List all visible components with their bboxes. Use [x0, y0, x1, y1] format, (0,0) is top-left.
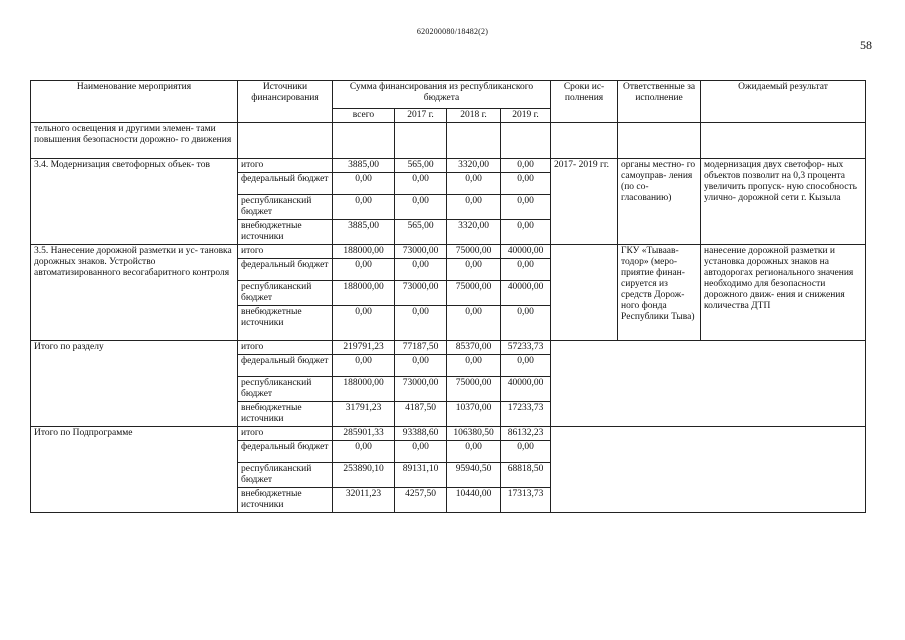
empty-cell	[551, 341, 866, 427]
document-id: 620200080/18482(2)	[416, 27, 489, 36]
amount-y2017: 89131,10	[395, 463, 447, 488]
amount-y2019: 0,00	[501, 306, 551, 341]
funding-source: внебюджетные источники	[238, 220, 333, 245]
amount-y2018: 3320,00	[447, 159, 501, 173]
amount-y2019: 0,00	[501, 441, 551, 463]
amount-y2019: 17313,73	[501, 488, 551, 513]
empty-cell	[551, 427, 866, 513]
amount-total: 188000,00	[333, 281, 395, 306]
amount-total: 0,00	[333, 259, 395, 281]
amount-y2017: 73000,00	[395, 377, 447, 402]
amount-y2017: 0,00	[395, 259, 447, 281]
amount-total: 0,00	[333, 173, 395, 195]
expected-result: нанесение дорожной разметки и установка дорожных знаков на автодорогах регионального значения необходимо для безопасности дорожного движ- ения и снижения количества ДТП	[701, 245, 866, 341]
amount-y2019: 0,00	[501, 220, 551, 245]
funding-source: итого	[238, 341, 333, 355]
amount-y2017: 565,00	[395, 220, 447, 245]
amount-total: 31791,23	[333, 402, 395, 427]
amount-y2019: 0,00	[501, 173, 551, 195]
amount-y2019: 0,00	[501, 195, 551, 220]
amount-total: 32011,23	[333, 488, 395, 513]
amount-y2018: 0,00	[447, 195, 501, 220]
header-sum: Сумма финансирования из республиканского бюджета	[333, 81, 551, 109]
amount-y2018: 95940,50	[447, 463, 501, 488]
amount-y2018: 3320,00	[447, 220, 501, 245]
header-2017: 2017 г.	[395, 109, 447, 123]
funding-source: республиканский бюджет	[238, 195, 333, 220]
amount-total: 219791,23	[333, 341, 395, 355]
page-number: 58	[860, 38, 872, 52]
amount-y2017: 93388,60	[395, 427, 447, 441]
amount-total: 0,00	[333, 306, 395, 341]
amount-y2019: 0,00	[501, 159, 551, 173]
header-name: Наименование мероприятия	[31, 81, 238, 123]
funding-source: федеральный бюджет	[238, 173, 333, 195]
amount-y2017: 77187,50	[395, 341, 447, 355]
header-sources: Источники финансирования	[238, 81, 333, 123]
responsible: ГКУ «Тываав- тодор» (меро- приятие финан- сируется из средств Дорож- ного фонда Республики Тыва)	[618, 245, 701, 341]
funding-source: федеральный бюджет	[238, 259, 333, 281]
amount-y2018: 75000,00	[447, 245, 501, 259]
amount-y2018: 85370,00	[447, 341, 501, 355]
amount-total: 285901,33	[333, 427, 395, 441]
header-responsible: Ответственные за исполнение	[618, 81, 701, 123]
funding-source: республиканский бюджет	[238, 281, 333, 306]
amount-y2017: 565,00	[395, 159, 447, 173]
amount-y2019: 0,00	[501, 259, 551, 281]
amount-y2019: 57233,73	[501, 341, 551, 355]
amount-total: 0,00	[333, 195, 395, 220]
header-terms: Сроки ис- полнения	[551, 81, 618, 123]
header-result: Ожидаемый результат	[701, 81, 866, 123]
amount-y2017: 73000,00	[395, 281, 447, 306]
amount-total: 253890,10	[333, 463, 395, 488]
funding-source: республиканский бюджет	[238, 463, 333, 488]
responsible: органы местно- го самоуправ- ления (по со- гласованию)	[618, 159, 701, 245]
table-body	[31, 159, 866, 513]
amount-total: 188000,00	[333, 377, 395, 402]
amount-total: 3885,00	[333, 159, 395, 173]
amount-y2019: 17233,73	[501, 402, 551, 427]
table-row	[31, 341, 866, 355]
amount-total: 0,00	[333, 355, 395, 377]
header-2019: 2019 г.	[501, 109, 551, 123]
amount-y2018: 0,00	[447, 355, 501, 377]
amount-y2019: 40000,00	[501, 377, 551, 402]
measure-name: 3.4. Модернизация светофорных объек- тов	[31, 159, 238, 245]
funding-source: республиканский бюджет	[238, 377, 333, 402]
funding-source: внебюджетные источники	[238, 306, 333, 341]
amount-y2017: 0,00	[395, 306, 447, 341]
terms	[551, 245, 618, 341]
amount-y2017: 4257,50	[395, 488, 447, 513]
amount-y2017: 0,00	[395, 195, 447, 220]
funding-source: внебюджетные источники	[238, 488, 333, 513]
amount-y2019: 0,00	[501, 355, 551, 377]
funding-source: итого	[238, 159, 333, 173]
amount-y2019: 86132,23	[501, 427, 551, 441]
amount-y2019: 68818,50	[501, 463, 551, 488]
funding-source: итого	[238, 245, 333, 259]
measure-name: Итого по разделу	[31, 341, 238, 427]
amount-y2018: 10440,00	[447, 488, 501, 513]
table-row	[31, 427, 866, 441]
measure-name: 3.5. Нанесение дорожной разметки и ус- тановка дорожных знаков. Устройство автоматизированного весогабаритного контроля	[31, 245, 238, 341]
funding-source: внебюджетные источники	[238, 402, 333, 427]
amount-total: 3885,00	[333, 220, 395, 245]
amount-y2018: 0,00	[447, 173, 501, 195]
table-row	[31, 245, 866, 259]
terms: 2017- 2019 гг.	[551, 159, 618, 245]
header-2018: 2018 г.	[447, 109, 501, 123]
amount-y2017: 4187,50	[395, 402, 447, 427]
financing-table	[30, 80, 866, 513]
amount-y2018: 0,00	[447, 306, 501, 341]
amount-y2018: 75000,00	[447, 377, 501, 402]
funding-source: федеральный бюджет	[238, 441, 333, 463]
table-row	[31, 159, 866, 173]
amount-y2019: 40000,00	[501, 245, 551, 259]
amount-total: 188000,00	[333, 245, 395, 259]
amount-y2018: 0,00	[447, 259, 501, 281]
funding-source: федеральный бюджет	[238, 355, 333, 377]
amount-y2018: 0,00	[447, 441, 501, 463]
continuation-text: тельного освещения и другими элемен- тами повышения безопасности дорожно- го движения	[31, 123, 238, 159]
amount-y2017: 73000,00	[395, 245, 447, 259]
amount-y2018: 75000,00	[447, 281, 501, 306]
amount-y2018: 10370,00	[447, 402, 501, 427]
amount-y2019: 40000,00	[501, 281, 551, 306]
funding-source: итого	[238, 427, 333, 441]
amount-total: 0,00	[333, 441, 395, 463]
amount-y2018: 106380,50	[447, 427, 501, 441]
amount-y2017: 0,00	[395, 441, 447, 463]
expected-result: модернизация двух светофор- ных объектов позволит на 0,3 процента увеличить пропуск- ную способность улично- дорожной сети г. Кызыла	[701, 159, 866, 245]
measure-name: Итого по Подпрограмме	[31, 427, 238, 513]
amount-y2017: 0,00	[395, 355, 447, 377]
header-total: всего	[333, 109, 395, 123]
amount-y2017: 0,00	[395, 173, 447, 195]
